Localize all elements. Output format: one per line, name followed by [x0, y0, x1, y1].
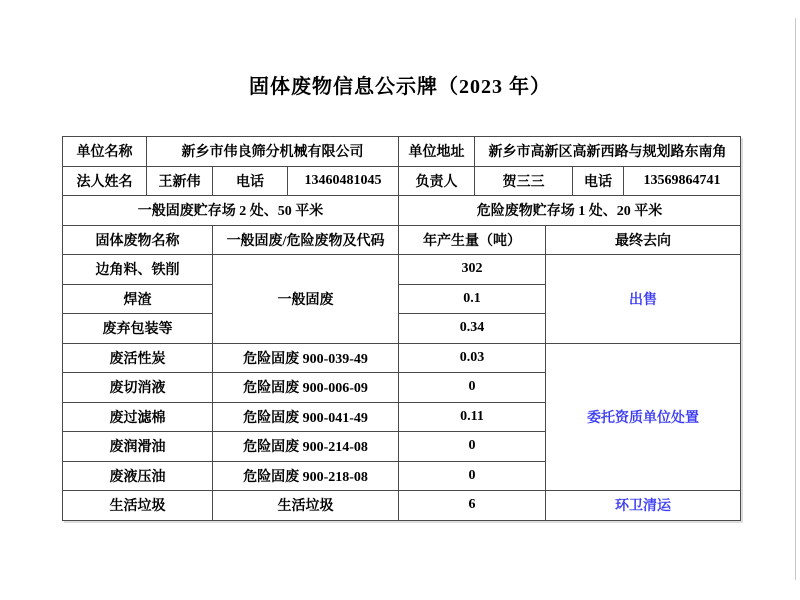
header-waste-category: 一般固废/危险废物及代码: [213, 225, 399, 255]
header-destination: 最终去向: [546, 225, 741, 255]
manager-label: 负责人: [399, 166, 475, 196]
legal-phone-value: 13460481045: [288, 166, 399, 196]
waste-name: 焊渣: [63, 284, 213, 314]
waste-category: 危险固废 900-214-08: [213, 432, 399, 462]
person-info-row: [63, 166, 741, 196]
unit-name-label: 单位名称: [63, 137, 147, 167]
general-storage-cell: 一般固废贮存场 2 处、50 平米: [63, 196, 399, 226]
header-annual-amount: 年产生量（吨）: [399, 225, 546, 255]
waste-name: 废液压油: [63, 461, 213, 491]
unit-info-row: [63, 137, 741, 167]
manager-phone-value: 13569864741: [624, 166, 741, 196]
waste-destination-sale: 出售: [546, 255, 741, 344]
waste-category: 危险固废 900-041-49: [213, 402, 399, 432]
waste-amount: 302: [399, 255, 546, 285]
waste-amount: 6: [399, 491, 546, 521]
waste-amount: 0: [399, 461, 546, 491]
waste-row: [63, 255, 741, 285]
hazardous-storage-cell: 危险废物贮存场 1 处、20 平米: [399, 196, 741, 226]
waste-name: 边角料、铁削: [63, 255, 213, 285]
unit-address-value: 新乡市高新区高新西路与规划路东南角: [475, 137, 741, 167]
waste-name: 生活垃圾: [63, 491, 213, 521]
waste-name: 废活性炭: [63, 343, 213, 373]
unit-name-value: 新乡市伟良筛分机械有限公司: [147, 137, 399, 167]
waste-name: 废过滤棉: [63, 402, 213, 432]
page-edge-line: [795, 18, 796, 580]
waste-destination-entrusted: 委托资质单位处置: [546, 343, 741, 491]
waste-name: 废润滑油: [63, 432, 213, 462]
manager-value: 贺三三: [475, 166, 573, 196]
legal-person-value: 王新伟: [147, 166, 213, 196]
storage-info-row: [63, 196, 741, 226]
waste-amount: 0.11: [399, 402, 546, 432]
header-waste-name: 固体废物名称: [63, 225, 213, 255]
waste-amount: 0.1: [399, 284, 546, 314]
waste-category-general: 一般固废: [213, 255, 399, 344]
waste-category: 危险固废 900-039-49: [213, 343, 399, 373]
waste-destination-sanitation: 环卫清运: [546, 491, 741, 521]
manager-phone-label: 电话: [573, 166, 624, 196]
legal-phone-label: 电话: [213, 166, 288, 196]
waste-category: 生活垃圾: [213, 491, 399, 521]
waste-amount: 0: [399, 373, 546, 403]
waste-amount: 0.03: [399, 343, 546, 373]
waste-row: [63, 343, 741, 373]
page-title: 固体废物信息公示牌（2023 年）: [249, 76, 551, 98]
waste-name: 废弃包装等: [63, 314, 213, 344]
waste-category: 危险固废 900-006-09: [213, 373, 399, 403]
waste-header-row: [63, 225, 741, 255]
waste-amount: 0: [399, 432, 546, 462]
waste-amount: 0.34: [399, 314, 546, 344]
unit-address-label: 单位地址: [399, 137, 475, 167]
legal-person-label: 法人姓名: [63, 166, 147, 196]
waste-category: 危险固废 900-218-08: [213, 461, 399, 491]
waste-row: [63, 491, 741, 521]
waste-name: 废切消液: [63, 373, 213, 403]
solid-waste-notice-table: [62, 136, 741, 521]
